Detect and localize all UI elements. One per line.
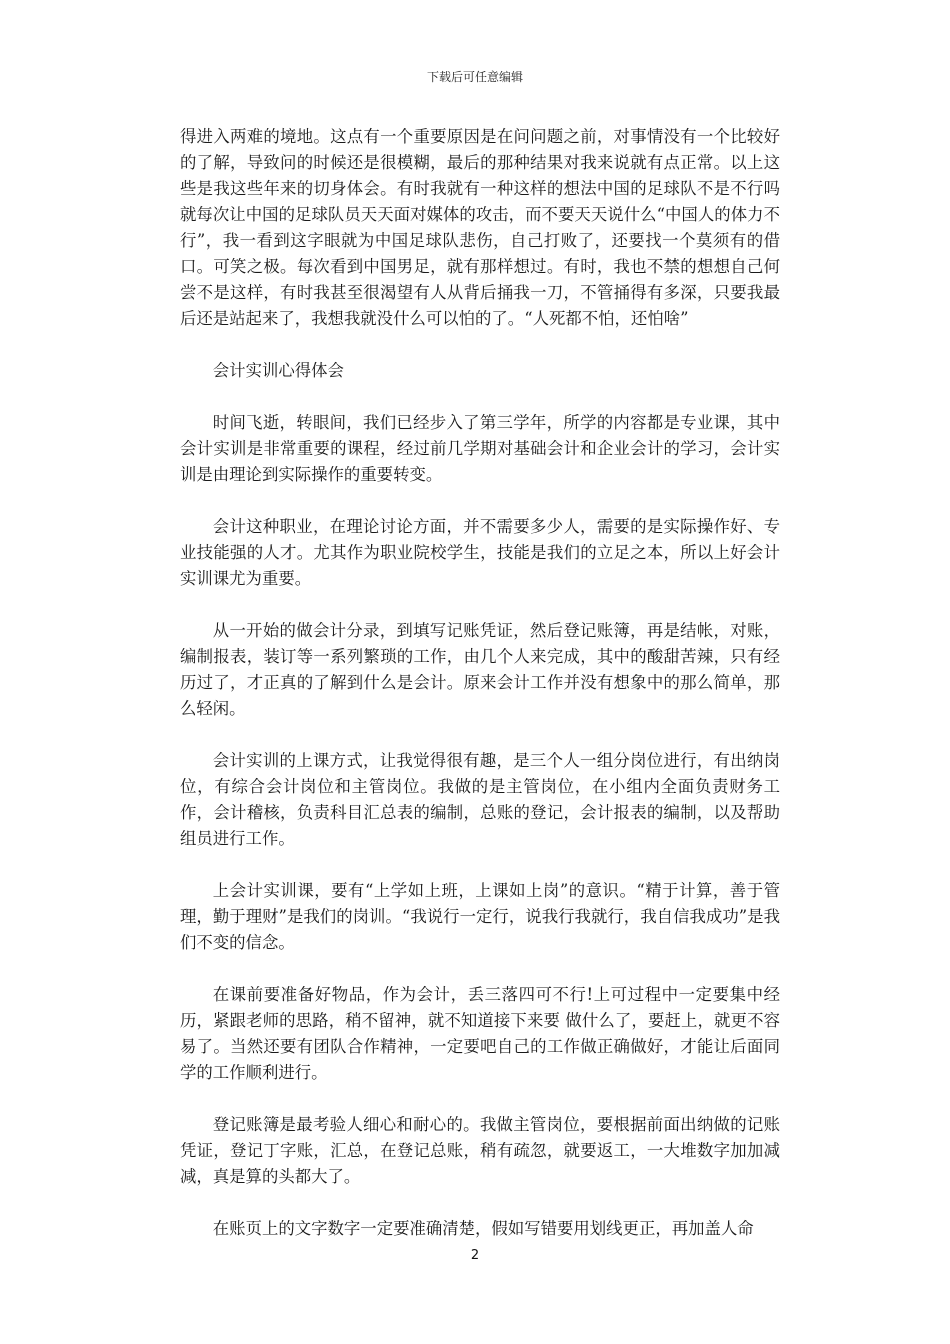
page-number: 2	[470, 1248, 480, 1263]
body-paragraph: 在账页上的文字数字一定要准确清楚，假如写错要用划线更正，再加盖人命	[212, 1219, 754, 1238]
page-header-note: 下载后可任意编辑	[426, 70, 523, 84]
body-paragraph: 登记账簿是最考验人细心和耐心的。我做主管岗位，要根据前面出纳做的记账凭证，登记丁字账，汇总，在登记总账，稍有疏忽，就要返工，一大堆数字加加减减，真是算的头都大了。	[180, 1115, 780, 1186]
section-title: 会计实训心得体会	[212, 361, 344, 380]
continuation-paragraph: 得进入两难的境地。这点有一个重要原因是在问问题之前，对事情没有一个比较好的了解，导致问的时候还是很模糊，最后的那种结果对我来说就有点正常。以上这些是我这些年来的切身体会。有时我就有一种这样的想法中国的足球队不是不行吗就每次让中国的足球队员天天面对媒体的攻击，而不要天天说什么“中国人的体力不行”，我一看到这字眼就为中国足球队悲伤，自己打败了，还要找一个莫须有的借口。可笑之极。每次看到中国男足，就有那样想过。有时，我也不禁的想想自己何尝不是这样，有时我甚至很渴望有人从背后捅我一刀，不管捅得有多深，只要我最后还是站起来了，我想我就没什么可以怕的了。“人死都不怕，还怕啥”	[180, 127, 780, 328]
body-paragraph: 在课前要准备好物品，作为会计，丢三落四可不行!上可过程中一定要集中经历，紧跟老师的思路，稍不留神，就不知道接下来要 做什么了，要赶上，就更不容易了。当然还要有团队合作精神，一定要吧自己的工作做正确做好，才能让后面同学的工作顺利进行。	[180, 985, 780, 1082]
body-paragraph: 上会计实训课，要有“上学如上班，上课如上岗”的意识。“精于计算，善于管理，勤于理财”是我们的岗训。“我说行一定行，说我行我就行，我自信我成功”是我们不变的信念。	[180, 881, 780, 952]
document-body	[180, 124, 780, 1268]
body-paragraph: 从一开始的做会计分录，到填写记账凭证，然后登记账簿，再是结帐，对账，编制报表，装订等一系列繁琐的工作，由几个人来完成，其中的酸甜苦辣，只有经历过了，才正真的了解到什么是会计。原来会计工作并没有想象中的那么简单，那么轻闲。	[180, 621, 780, 718]
body-paragraph: 会计这种职业，在理论讨论方面，并不需要多少人，需要的是实际操作好、专业技能强的人才。尤其作为职业院校学生，技能是我们的立足之本，所以上好会计实训课尤为重要。	[180, 517, 780, 588]
body-paragraph: 时间飞逝，转眼间，我们已经步入了第三学年，所学的内容都是专业课，其中会计实训是非常重要的课程，经过前几学期对基础会计和企业会计的学习，会计实训是由理论到实际操作的重要转变。	[180, 413, 780, 484]
body-paragraph: 会计实训的上课方式，让我觉得很有趣，是三个人一组分岗位进行，有出纳岗位，有综合会计岗位和主管岗位。我做的是主管岗位，在小组内全面负责财务工作，会计稽核，负责科目汇总表的编制，总账的登记，会计报表的编制，以及帮助组员进行工作。	[180, 751, 780, 848]
